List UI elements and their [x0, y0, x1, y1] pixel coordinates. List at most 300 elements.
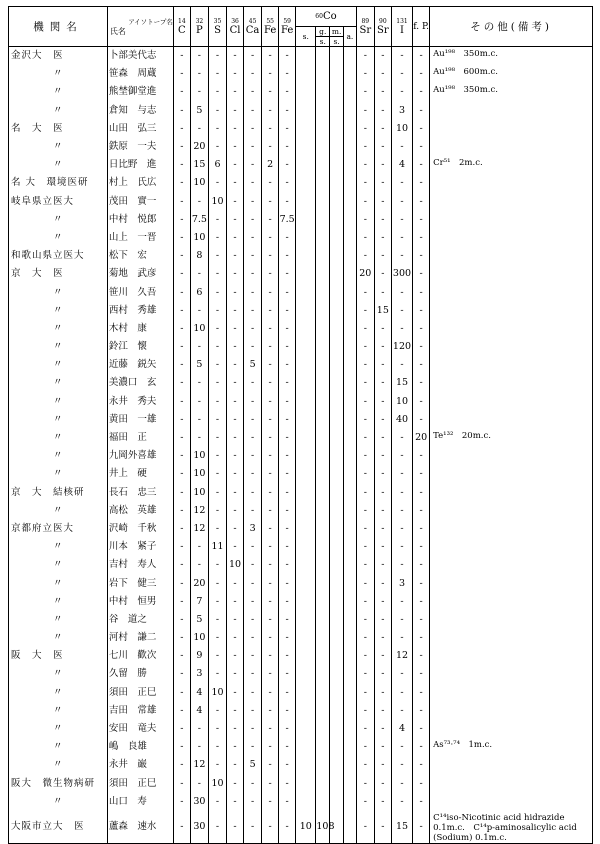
- value-cell-co-s: [296, 338, 316, 356]
- value-cell-co-ms: [330, 611, 344, 629]
- value-cell-cl36: -: [227, 538, 244, 556]
- value-cell-co-gs: [316, 484, 330, 502]
- institution-cell: 〃: [9, 593, 108, 611]
- value-cell-p32: -: [190, 538, 208, 556]
- value-cell-cl36: -: [227, 756, 244, 774]
- value-cell-p32: -: [190, 65, 208, 83]
- institution-cell: 京 大 医: [9, 265, 108, 283]
- value-cell-fe55: -: [262, 611, 279, 629]
- value-cell-s35: -: [208, 138, 226, 156]
- value-cell-i131: -: [391, 593, 412, 611]
- value-cell-co-gs: [316, 265, 330, 283]
- value-cell-ca45: -: [244, 665, 262, 683]
- value-cell-co-s: [296, 793, 316, 811]
- value-cell-sr89: -: [356, 229, 374, 247]
- value-cell-co-gs: [316, 738, 330, 756]
- value-cell-c14: -: [173, 811, 190, 844]
- value-cell-i131: 4: [391, 720, 412, 738]
- value-cell-fp: -: [413, 520, 430, 538]
- value-cell-cl36: -: [227, 684, 244, 702]
- value-cell-fp: -: [413, 574, 430, 592]
- person-name-cell: 日比野 進: [107, 156, 173, 174]
- value-cell-fe55: -: [262, 356, 279, 374]
- person-name-cell: 吉田 常雄: [107, 702, 173, 720]
- value-cell-p32: 6: [190, 283, 208, 301]
- value-cell-s35: -: [208, 556, 226, 574]
- person-name-cell: 福田 正: [107, 429, 173, 447]
- value-cell-co-ms: [330, 120, 344, 138]
- value-cell-sr90: -: [374, 393, 391, 411]
- value-cell-co-ms: [330, 775, 344, 793]
- value-cell-ca45: -: [244, 793, 262, 811]
- value-cell-co-a: [344, 211, 357, 229]
- value-cell-s35: -: [208, 738, 226, 756]
- value-cell-co-gs: [316, 393, 330, 411]
- value-cell-p32: -: [190, 193, 208, 211]
- value-cell-sr90: -: [374, 429, 391, 447]
- remarks-cell: [430, 283, 593, 301]
- value-cell-co-a: [344, 138, 357, 156]
- value-cell-p32: 10: [190, 629, 208, 647]
- value-cell-c14: -: [173, 538, 190, 556]
- person-name-cell: 笹川 久吾: [107, 283, 173, 301]
- value-cell-ca45: -: [244, 611, 262, 629]
- value-cell-co-s: [296, 320, 316, 338]
- value-cell-co-s: 10: [296, 811, 316, 844]
- value-cell-sr89: -: [356, 756, 374, 774]
- value-cell-ca45: -: [244, 465, 262, 483]
- value-cell-ca45: -: [244, 120, 262, 138]
- remarks-cell: Au¹⁹⁸ 350m.c.: [430, 47, 593, 66]
- value-cell-fe59: -: [279, 538, 296, 556]
- value-cell-s35: -: [208, 611, 226, 629]
- table-row: [9, 556, 593, 574]
- table-row: [9, 374, 593, 392]
- person-name-cell: 永井 秀夫: [107, 393, 173, 411]
- table-row: [9, 283, 593, 301]
- remarks-cell: [430, 665, 593, 683]
- value-cell-s35: -: [208, 756, 226, 774]
- value-cell-sr90: -: [374, 465, 391, 483]
- remarks-cell: Te¹³² 20m.c.: [430, 429, 593, 447]
- value-cell-fp: -: [413, 647, 430, 665]
- header-p32: 32 P: [190, 7, 208, 47]
- value-cell-c14: -: [173, 647, 190, 665]
- value-cell-p32: -: [190, 720, 208, 738]
- value-cell-co-ms: [330, 102, 344, 120]
- value-cell-fp: -: [413, 484, 430, 502]
- institution-cell: 〃: [9, 611, 108, 629]
- value-cell-i131: -: [391, 520, 412, 538]
- value-cell-p32: -: [190, 302, 208, 320]
- value-cell-co-s: [296, 665, 316, 683]
- value-cell-fe59: -: [279, 684, 296, 702]
- value-cell-p32: 7.5: [190, 211, 208, 229]
- institution-cell: 大阪市立大 医: [9, 811, 108, 844]
- value-cell-co-s: [296, 629, 316, 647]
- value-cell-p32: -: [190, 775, 208, 793]
- value-cell-fe59: -: [279, 574, 296, 592]
- value-cell-co-a: [344, 556, 357, 574]
- value-cell-sr90: -: [374, 174, 391, 192]
- value-cell-co-gs: [316, 684, 330, 702]
- value-cell-co-gs: [316, 411, 330, 429]
- value-cell-fe55: -: [262, 502, 279, 520]
- value-cell-p32: -: [190, 411, 208, 429]
- value-cell-cl36: -: [227, 793, 244, 811]
- value-cell-c14: -: [173, 393, 190, 411]
- value-cell-co-ms: [330, 465, 344, 483]
- table-row: [9, 465, 593, 483]
- value-cell-sr89: -: [356, 665, 374, 683]
- value-cell-fp: 20: [413, 429, 430, 447]
- value-cell-i131: -: [391, 320, 412, 338]
- value-cell-p32: 12: [190, 756, 208, 774]
- value-cell-co-gs: [316, 247, 330, 265]
- value-cell-i131: -: [391, 193, 412, 211]
- value-cell-fe59: -: [279, 411, 296, 429]
- value-cell-fe59: -: [279, 629, 296, 647]
- value-cell-fe59: -: [279, 775, 296, 793]
- value-cell-p32: 12: [190, 520, 208, 538]
- value-cell-sr89: -: [356, 393, 374, 411]
- value-cell-i131: -: [391, 211, 412, 229]
- value-cell-sr89: -: [356, 247, 374, 265]
- value-cell-cl36: -: [227, 429, 244, 447]
- value-cell-sr90: -: [374, 356, 391, 374]
- header-co60: $^{60}$Co: [296, 7, 357, 27]
- value-cell-fe55: -: [262, 247, 279, 265]
- institution-cell: 〃: [9, 738, 108, 756]
- value-cell-i131: 10: [391, 393, 412, 411]
- value-cell-fe59: -: [279, 156, 296, 174]
- value-cell-c14: -: [173, 756, 190, 774]
- value-cell-fe59: -: [279, 174, 296, 192]
- header-ca45: 45 Ca: [244, 7, 262, 47]
- value-cell-p32: -: [190, 556, 208, 574]
- value-cell-fp: -: [413, 538, 430, 556]
- table-row: [9, 520, 593, 538]
- person-name-cell: 黄田 一雄: [107, 411, 173, 429]
- value-cell-co-gs: [316, 720, 330, 738]
- header-co-ms: s.: [330, 37, 344, 47]
- value-cell-sr90: -: [374, 520, 391, 538]
- institution-cell: 〃: [9, 574, 108, 592]
- value-cell-ca45: -: [244, 102, 262, 120]
- value-cell-c14: -: [173, 520, 190, 538]
- value-cell-co-gs: [316, 647, 330, 665]
- value-cell-p32: 30: [190, 793, 208, 811]
- table-row: [9, 247, 593, 265]
- value-cell-co-gs: [316, 65, 330, 83]
- value-cell-sr89: 20: [356, 265, 374, 283]
- value-cell-i131: -: [391, 356, 412, 374]
- value-cell-p32: 12: [190, 502, 208, 520]
- value-cell-c14: -: [173, 193, 190, 211]
- header-i131: 131 I: [391, 7, 412, 47]
- value-cell-fe59: -: [279, 720, 296, 738]
- value-cell-co-gs: [316, 156, 330, 174]
- value-cell-sr90: -: [374, 811, 391, 844]
- value-cell-sr90: -: [374, 320, 391, 338]
- institution-cell: 〃: [9, 793, 108, 811]
- value-cell-cl36: -: [227, 593, 244, 611]
- value-cell-co-gs: [316, 374, 330, 392]
- value-cell-s35: -: [208, 593, 226, 611]
- value-cell-co-gs: [316, 793, 330, 811]
- value-cell-ca45: -: [244, 174, 262, 192]
- institution-cell: 〃: [9, 465, 108, 483]
- person-name-cell: 蘆森 速水: [107, 811, 173, 844]
- value-cell-fe55: -: [262, 83, 279, 101]
- value-cell-cl36: -: [227, 647, 244, 665]
- value-cell-s35: -: [208, 793, 226, 811]
- header-co-gs: s.: [316, 37, 330, 47]
- value-cell-fp: -: [413, 193, 430, 211]
- person-name-cell: 松下 宏: [107, 247, 173, 265]
- value-cell-c14: -: [173, 83, 190, 101]
- value-cell-co-s: [296, 302, 316, 320]
- value-cell-ca45: -: [244, 211, 262, 229]
- value-cell-cl36: -: [227, 265, 244, 283]
- value-cell-co-ms: [330, 411, 344, 429]
- value-cell-co-a: [344, 374, 357, 392]
- value-cell-ca45: 3: [244, 520, 262, 538]
- remarks-cell: [430, 793, 593, 811]
- value-cell-i131: -: [391, 247, 412, 265]
- value-cell-c14: -: [173, 320, 190, 338]
- remarks-cell: [430, 229, 593, 247]
- value-cell-s35: -: [208, 320, 226, 338]
- person-name-cell: 須田 正巳: [107, 775, 173, 793]
- value-cell-fe55: -: [262, 484, 279, 502]
- value-cell-fp: -: [413, 174, 430, 192]
- table-row: [9, 502, 593, 520]
- value-cell-sr90: -: [374, 411, 391, 429]
- value-cell-fp: -: [413, 374, 430, 392]
- value-cell-sr89: -: [356, 302, 374, 320]
- value-cell-cl36: -: [227, 738, 244, 756]
- value-cell-c14: -: [173, 229, 190, 247]
- value-cell-ca45: -: [244, 138, 262, 156]
- header-fe59: 59 Fe: [279, 7, 296, 47]
- value-cell-sr90: -: [374, 738, 391, 756]
- value-cell-fe55: -: [262, 647, 279, 665]
- value-cell-cl36: -: [227, 393, 244, 411]
- table-row: [9, 538, 593, 556]
- value-cell-co-ms: [330, 738, 344, 756]
- value-cell-co-ms: [330, 174, 344, 192]
- header-cl36: 36 Cl: [227, 7, 244, 47]
- value-cell-c14: -: [173, 738, 190, 756]
- value-cell-fe55: -: [262, 775, 279, 793]
- value-cell-s35: -: [208, 702, 226, 720]
- value-cell-co-a: [344, 720, 357, 738]
- value-cell-co-gs: [316, 574, 330, 592]
- value-cell-p32: 3: [190, 665, 208, 683]
- institution-cell: 〃: [9, 302, 108, 320]
- institution-cell: 〃: [9, 665, 108, 683]
- value-cell-fp: -: [413, 265, 430, 283]
- value-cell-i131: -: [391, 738, 412, 756]
- value-cell-co-s: [296, 502, 316, 520]
- value-cell-sr90: -: [374, 447, 391, 465]
- value-cell-ca45: -: [244, 811, 262, 844]
- person-name-cell: 熊埜御堂進: [107, 83, 173, 101]
- value-cell-fe59: -: [279, 83, 296, 101]
- remarks-cell: [430, 484, 593, 502]
- value-cell-co-ms: [330, 338, 344, 356]
- value-cell-c14: -: [173, 411, 190, 429]
- value-cell-sr89: -: [356, 720, 374, 738]
- value-cell-p32: 20: [190, 574, 208, 592]
- person-name-cell: 茂田 實一: [107, 193, 173, 211]
- value-cell-fp: -: [413, 665, 430, 683]
- value-cell-co-s: [296, 247, 316, 265]
- value-cell-cl36: -: [227, 102, 244, 120]
- value-cell-fe59: -: [279, 102, 296, 120]
- value-cell-p32: -: [190, 83, 208, 101]
- value-cell-c14: -: [173, 338, 190, 356]
- value-cell-fe55: -: [262, 538, 279, 556]
- value-cell-co-ms: [330, 574, 344, 592]
- value-cell-fe55: -: [262, 193, 279, 211]
- value-cell-co-a: [344, 229, 357, 247]
- remarks-cell: Au¹⁹⁸ 350m.c.: [430, 83, 593, 101]
- remarks-cell: [430, 502, 593, 520]
- value-cell-sr89: -: [356, 174, 374, 192]
- institution-cell: 名 大 環境医研: [9, 174, 108, 192]
- value-cell-fe55: -: [262, 102, 279, 120]
- institution-cell: 〃: [9, 393, 108, 411]
- value-cell-co-ms: [330, 793, 344, 811]
- value-cell-co-a: [344, 465, 357, 483]
- value-cell-co-a: [344, 193, 357, 211]
- value-cell-p32: 9: [190, 647, 208, 665]
- value-cell-co-s: [296, 138, 316, 156]
- value-cell-co-a: [344, 338, 357, 356]
- value-cell-fe55: -: [262, 465, 279, 483]
- value-cell-fe59: -: [279, 756, 296, 774]
- value-cell-sr90: -: [374, 556, 391, 574]
- institution-cell: 〃: [9, 83, 108, 101]
- table-row: [9, 793, 593, 811]
- value-cell-fe55: -: [262, 47, 279, 66]
- value-cell-s35: -: [208, 47, 226, 66]
- value-cell-co-gs: [316, 465, 330, 483]
- value-cell-s35: -: [208, 120, 226, 138]
- value-cell-fe59: -: [279, 356, 296, 374]
- value-cell-cl36: -: [227, 411, 244, 429]
- value-cell-sr90: -: [374, 484, 391, 502]
- value-cell-fe59: -: [279, 247, 296, 265]
- value-cell-c14: -: [173, 556, 190, 574]
- value-cell-sr90: -: [374, 156, 391, 174]
- value-cell-sr90: -: [374, 247, 391, 265]
- value-cell-sr89: -: [356, 538, 374, 556]
- value-cell-s35: -: [208, 229, 226, 247]
- value-cell-co-s: [296, 265, 316, 283]
- value-cell-fe55: -: [262, 138, 279, 156]
- value-cell-i131: 15: [391, 374, 412, 392]
- remarks-cell: [430, 138, 593, 156]
- value-cell-cl36: -: [227, 47, 244, 66]
- value-cell-s35: -: [208, 65, 226, 83]
- value-cell-fe55: -: [262, 283, 279, 301]
- value-cell-i131: -: [391, 429, 412, 447]
- value-cell-ca45: -: [244, 229, 262, 247]
- value-cell-co-a: [344, 593, 357, 611]
- value-cell-fp: -: [413, 283, 430, 301]
- remarks-cell: [430, 102, 593, 120]
- value-cell-cl36: -: [227, 302, 244, 320]
- value-cell-s35: -: [208, 502, 226, 520]
- value-cell-c14: -: [173, 447, 190, 465]
- value-cell-co-s: [296, 738, 316, 756]
- value-cell-co-ms: [330, 756, 344, 774]
- value-cell-fe55: 2: [262, 156, 279, 174]
- header-s35: 35 S: [208, 7, 226, 47]
- value-cell-p32: 15: [190, 156, 208, 174]
- remarks-cell: [430, 574, 593, 592]
- value-cell-fe59: -: [279, 593, 296, 611]
- value-cell-p32: 30: [190, 811, 208, 844]
- value-cell-co-ms: [330, 720, 344, 738]
- value-cell-ca45: -: [244, 83, 262, 101]
- remarks-cell: [430, 593, 593, 611]
- value-cell-ca45: -: [244, 775, 262, 793]
- value-cell-ca45: -: [244, 320, 262, 338]
- remarks-cell: [430, 174, 593, 192]
- value-cell-cl36: -: [227, 720, 244, 738]
- value-cell-fe55: -: [262, 520, 279, 538]
- value-cell-sr90: -: [374, 102, 391, 120]
- value-cell-co-a: [344, 775, 357, 793]
- value-cell-fe55: -: [262, 429, 279, 447]
- value-cell-sr89: -: [356, 320, 374, 338]
- header-co-g: g.: [316, 27, 330, 37]
- value-cell-sr89: -: [356, 102, 374, 120]
- value-cell-s35: -: [208, 720, 226, 738]
- value-cell-s35: -: [208, 283, 226, 301]
- value-cell-s35: 10: [208, 193, 226, 211]
- value-cell-co-gs: [316, 302, 330, 320]
- value-cell-c14: -: [173, 793, 190, 811]
- value-cell-fe55: -: [262, 393, 279, 411]
- value-cell-fe55: -: [262, 756, 279, 774]
- value-cell-co-s: [296, 538, 316, 556]
- value-cell-sr90: -: [374, 574, 391, 592]
- value-cell-fp: -: [413, 556, 430, 574]
- value-cell-fp: -: [413, 138, 430, 156]
- table-row: [9, 429, 593, 447]
- value-cell-c14: -: [173, 65, 190, 83]
- value-cell-fe55: -: [262, 265, 279, 283]
- value-cell-s35: -: [208, 393, 226, 411]
- value-cell-sr89: -: [356, 520, 374, 538]
- value-cell-co-s: [296, 593, 316, 611]
- value-cell-fe59: -: [279, 465, 296, 483]
- person-name-cell: 菊地 武彦: [107, 265, 173, 283]
- value-cell-co-s: [296, 556, 316, 574]
- value-cell-c14: -: [173, 775, 190, 793]
- value-cell-p32: -: [190, 338, 208, 356]
- value-cell-s35: -: [208, 629, 226, 647]
- value-cell-p32: 7: [190, 593, 208, 611]
- remarks-cell: Cr⁵¹ 2m.c.: [430, 156, 593, 174]
- value-cell-co-ms: [330, 447, 344, 465]
- value-cell-c14: -: [173, 429, 190, 447]
